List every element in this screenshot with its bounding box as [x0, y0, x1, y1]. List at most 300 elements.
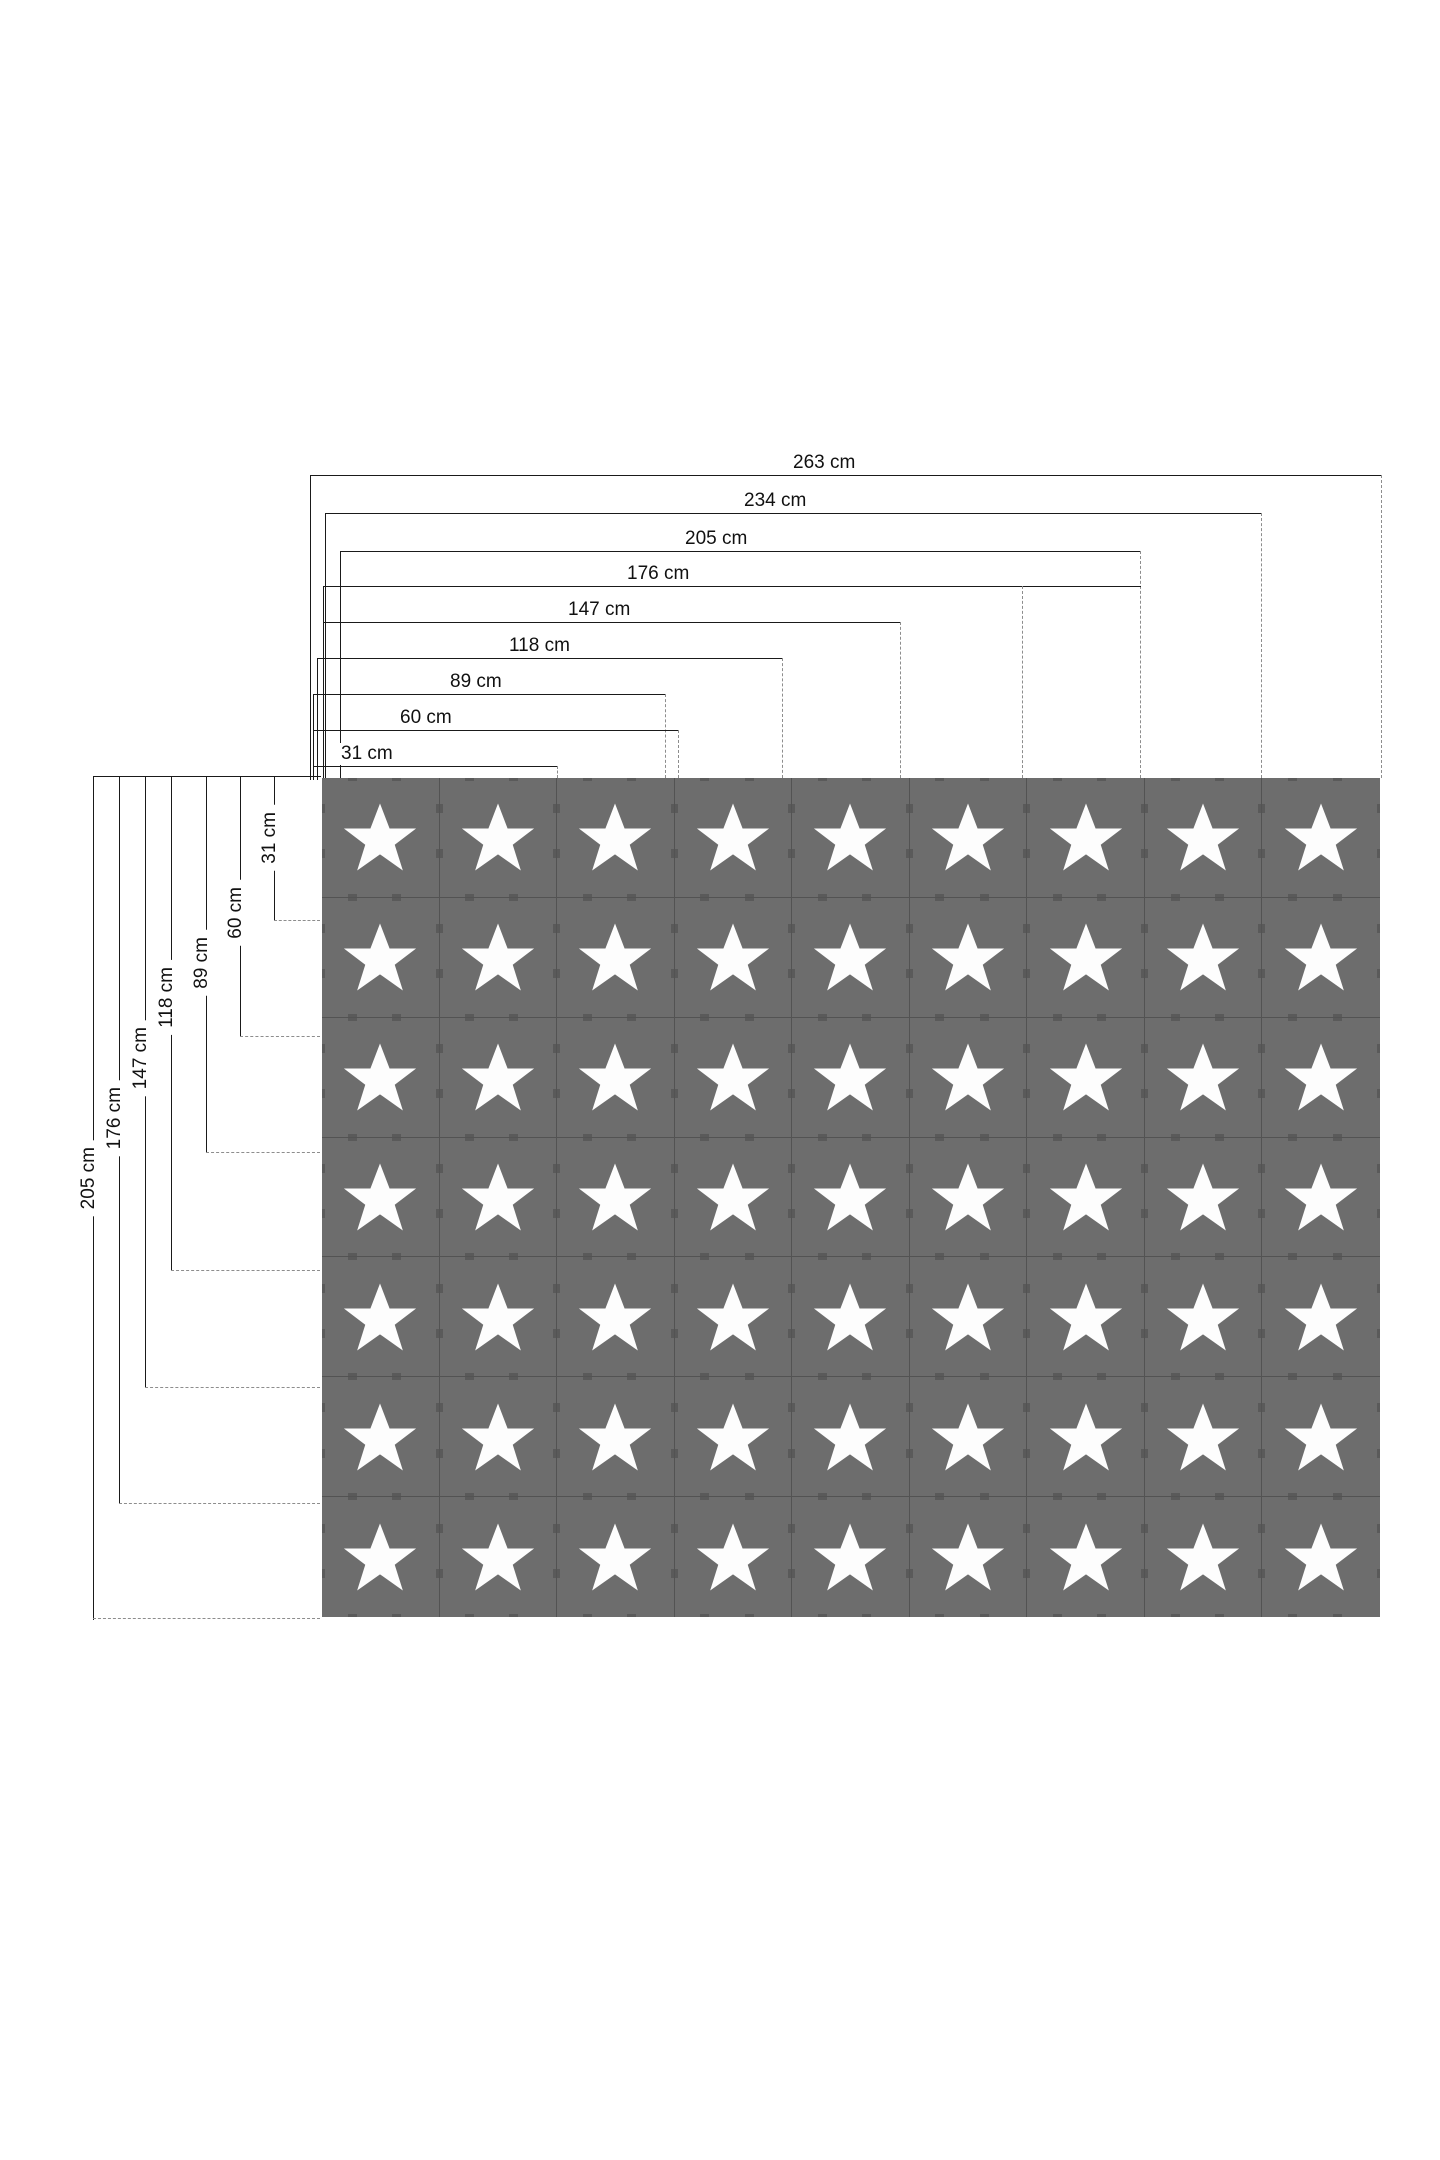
tile-interlock-nub [1145, 1329, 1148, 1338]
tile-interlock-nub [322, 1329, 325, 1338]
tile-interlock-nub [862, 1018, 871, 1021]
mat-tile [910, 778, 1028, 898]
tile-interlock-nub [910, 1209, 913, 1218]
mat-tile [1027, 898, 1145, 1018]
star-icon [343, 1522, 417, 1592]
tile-interlock-nub [792, 1164, 795, 1173]
mat-tile [1145, 1138, 1263, 1258]
star-icon [1049, 1162, 1123, 1232]
mat-tile [792, 1377, 910, 1497]
tile-interlock-nub [583, 1614, 592, 1617]
mat-tile [675, 1138, 793, 1258]
mat-tile [675, 778, 793, 898]
tile-interlock-nub [1053, 1018, 1062, 1021]
mat-tile [792, 898, 910, 1018]
tile-interlock-nub [792, 1524, 795, 1533]
mat-tile [910, 898, 1028, 1018]
tile-interlock-nub [1097, 778, 1106, 781]
tile-interlock-nub [910, 1524, 913, 1533]
tile-interlock-nub [509, 1377, 518, 1380]
tile-interlock-nub [557, 1209, 560, 1218]
tile-interlock-nub [1288, 1377, 1297, 1380]
tile-interlock-nub [1377, 1044, 1380, 1053]
star-icon [1166, 1042, 1240, 1112]
tile-interlock-nub [1027, 1329, 1030, 1338]
tile-interlock-nub [440, 804, 443, 813]
tile-interlock-nub [440, 849, 443, 858]
mat-tile [675, 1497, 793, 1617]
dim-label-v-147: 147 cm [130, 1020, 152, 1096]
tile-interlock-nub [1262, 924, 1265, 933]
dim-line-h-31 [313, 766, 558, 767]
tile-interlock-nub [440, 1164, 443, 1173]
tile-interlock-nub [1145, 1449, 1148, 1458]
tile-interlock-nub [627, 1377, 636, 1380]
mat-tile [1262, 1257, 1380, 1377]
mat-tile [792, 1257, 910, 1377]
mat-tile [557, 898, 675, 1018]
star-icon [461, 1402, 535, 1472]
tile-interlock-nub [980, 1497, 989, 1500]
tile-interlock-nub [322, 1044, 325, 1053]
tile-interlock-nub [322, 1284, 325, 1293]
tile-interlock-nub [557, 1044, 560, 1053]
tile-interlock-nub [1027, 1284, 1030, 1293]
star-icon [931, 1162, 1005, 1232]
tile-interlock-nub [792, 804, 795, 813]
tile-interlock-nub [745, 778, 754, 781]
star-icon [461, 922, 535, 992]
star-icon [813, 802, 887, 872]
tile-interlock-nub [557, 1524, 560, 1533]
mat-tile [440, 1497, 558, 1617]
tile-interlock-nub [1377, 804, 1380, 813]
tile-interlock-nub [557, 849, 560, 858]
tile-interlock-nub [465, 778, 474, 781]
tile-interlock-nub [862, 1257, 871, 1260]
tile-interlock-nub [792, 924, 795, 933]
tile-interlock-nub [1171, 1614, 1180, 1617]
tile-interlock-nub [1333, 1138, 1342, 1141]
star-icon [343, 802, 417, 872]
tile-interlock-nub [1053, 1257, 1062, 1260]
tile-interlock-nub [1171, 1377, 1180, 1380]
tile-interlock-nub [322, 924, 325, 933]
mat-tile [1027, 1138, 1145, 1258]
tile-interlock-nub [1215, 1018, 1224, 1021]
star-icon [931, 1522, 1005, 1592]
tile-interlock-nub [910, 1089, 913, 1098]
tile-interlock-nub [792, 849, 795, 858]
star-icon [578, 1162, 652, 1232]
star-icon [578, 1522, 652, 1592]
star-icon [1284, 1042, 1358, 1112]
tile-interlock-nub [1288, 1497, 1297, 1500]
tile-interlock-nub [792, 1403, 795, 1412]
star-icon [1284, 1282, 1358, 1352]
tile-interlock-nub [675, 1284, 678, 1293]
tile-interlock-nub [910, 924, 913, 933]
dim-label-v-176: 176 cm [104, 1080, 126, 1156]
tile-interlock-nub [675, 1449, 678, 1458]
tile-interlock-nub [1145, 1284, 1148, 1293]
dim-line-h-89 [313, 694, 666, 695]
tile-interlock-nub [792, 1284, 795, 1293]
tile-interlock-nub [1377, 1089, 1380, 1098]
tile-interlock-nub [1262, 969, 1265, 978]
star-icon [1166, 922, 1240, 992]
tile-interlock-nub [862, 1138, 871, 1141]
tile-interlock-nub [792, 1449, 795, 1458]
tile-interlock-nub [583, 1497, 592, 1500]
star-icon [343, 1282, 417, 1352]
star-icon [1049, 1522, 1123, 1592]
star-icon [696, 1162, 770, 1232]
tile-interlock-nub [792, 1089, 795, 1098]
tile-interlock-nub [745, 1497, 754, 1500]
tile-interlock-nub [935, 1138, 944, 1141]
tile-interlock-nub [1171, 898, 1180, 901]
dim-line-h-147 [323, 622, 901, 623]
tile-interlock-nub [557, 1329, 560, 1338]
tile-interlock-nub [1053, 1138, 1062, 1141]
tile-interlock-nub [1377, 1209, 1380, 1218]
star-icon [813, 1282, 887, 1352]
tile-interlock-nub [745, 1257, 754, 1260]
mat-tile [1145, 898, 1263, 1018]
dim-label-h-176: 176 cm [620, 563, 696, 585]
dim-label-h-31: 31 cm [334, 743, 400, 765]
tile-interlock-nub [1288, 1614, 1297, 1617]
tile-interlock-nub [1097, 1497, 1106, 1500]
dim-tick-h-118-left [317, 658, 318, 780]
tile-interlock-nub [509, 1497, 518, 1500]
star-icon [1284, 1162, 1358, 1232]
tile-interlock-nub [1145, 1569, 1148, 1578]
tile-interlock-nub [675, 1089, 678, 1098]
tile-interlock-nub [440, 969, 443, 978]
tile-interlock-nub [1053, 1497, 1062, 1500]
dim-line-h-118 [317, 658, 783, 659]
tile-interlock-nub [980, 1138, 989, 1141]
tile-interlock-nub [1027, 1569, 1030, 1578]
tile-interlock-nub [583, 1377, 592, 1380]
tile-interlock-nub [745, 898, 754, 901]
dim-guide-v-31-bottom [274, 920, 320, 921]
tile-interlock-nub [509, 1257, 518, 1260]
tile-interlock-nub [1333, 898, 1342, 901]
tile-interlock-nub [910, 804, 913, 813]
mat-tile [1262, 1497, 1380, 1617]
star-icon [1166, 1522, 1240, 1592]
tile-interlock-nub [980, 1614, 989, 1617]
tile-interlock-nub [910, 1569, 913, 1578]
mat-tile [322, 898, 440, 1018]
mat-tile [1145, 1257, 1263, 1377]
tile-interlock-nub [1145, 1089, 1148, 1098]
tile-interlock-nub [1215, 1257, 1224, 1260]
tile-interlock-nub [700, 1497, 709, 1500]
tile-interlock-nub [1027, 969, 1030, 978]
mat-tile [557, 1377, 675, 1497]
tile-interlock-nub [1333, 1497, 1342, 1500]
dim-label-h-118: 118 cm [502, 635, 577, 657]
star-icon [1284, 922, 1358, 992]
mat-tile [557, 1497, 675, 1617]
tile-interlock-nub [818, 778, 827, 781]
tile-interlock-nub [440, 1329, 443, 1338]
tile-interlock-nub [1262, 1164, 1265, 1173]
tile-interlock-nub [980, 778, 989, 781]
dim-label-v-60: 60 cm [225, 880, 247, 946]
mat-tile [1145, 1497, 1263, 1617]
tile-interlock-nub [1262, 804, 1265, 813]
tile-interlock-nub [1145, 1524, 1148, 1533]
tile-interlock-nub [910, 849, 913, 858]
tile-interlock-nub [675, 1044, 678, 1053]
tile-interlock-nub [440, 1403, 443, 1412]
tile-interlock-nub [1215, 1614, 1224, 1617]
tile-interlock-nub [465, 1497, 474, 1500]
tile-interlock-nub [392, 1018, 401, 1021]
tile-interlock-nub [1215, 1138, 1224, 1141]
tile-interlock-nub [1288, 1138, 1297, 1141]
tile-interlock-nub [557, 969, 560, 978]
tile-interlock-nub [935, 1018, 944, 1021]
dim-guide-h-263-right [1381, 475, 1382, 778]
tile-interlock-nub [1377, 1164, 1380, 1173]
tile-interlock-nub [557, 804, 560, 813]
tile-interlock-nub [818, 1614, 827, 1617]
tile-interlock-nub [675, 1164, 678, 1173]
star-icon [696, 1402, 770, 1472]
tile-interlock-nub [1377, 1329, 1380, 1338]
tile-interlock-nub [935, 1377, 944, 1380]
tile-interlock-nub [322, 1403, 325, 1412]
tile-interlock-nub [440, 1284, 443, 1293]
tile-interlock-nub [1145, 1403, 1148, 1412]
tile-interlock-nub [557, 1284, 560, 1293]
tile-interlock-nub [1027, 1164, 1030, 1173]
tile-interlock-nub [1333, 1018, 1342, 1021]
star-icon [461, 1042, 535, 1112]
tile-interlock-nub [322, 1524, 325, 1533]
star-icon [813, 1162, 887, 1232]
mat-tile [675, 1257, 793, 1377]
star-icon [1049, 1402, 1123, 1472]
star-icon [813, 1402, 887, 1472]
tile-interlock-nub [583, 1257, 592, 1260]
tile-interlock-nub [440, 924, 443, 933]
mat-tile [910, 1497, 1028, 1617]
star-icon [696, 1042, 770, 1112]
tile-interlock-nub [1171, 1497, 1180, 1500]
tile-interlock-nub [348, 1257, 357, 1260]
dim-guide-h-60-right [678, 730, 679, 778]
mat-tile [1145, 1018, 1263, 1138]
tile-interlock-nub [322, 969, 325, 978]
tile-interlock-nub [675, 1524, 678, 1533]
star-icon [578, 1402, 652, 1472]
tile-interlock-nub [700, 778, 709, 781]
dim-label-v-31: 31 cm [259, 805, 281, 871]
tile-interlock-nub [322, 1569, 325, 1578]
tile-interlock-nub [818, 1257, 827, 1260]
tile-interlock-nub [557, 1449, 560, 1458]
mat-tile [910, 1377, 1028, 1497]
star-icon [461, 1282, 535, 1352]
tile-interlock-nub [1262, 1284, 1265, 1293]
tile-interlock-nub [1262, 1524, 1265, 1533]
tile-interlock-nub [862, 1377, 871, 1380]
tile-interlock-nub [627, 898, 636, 901]
tile-interlock-nub [583, 1018, 592, 1021]
tile-interlock-nub [583, 898, 592, 901]
tile-interlock-nub [1171, 778, 1180, 781]
tile-interlock-nub [700, 1377, 709, 1380]
mat-tile [1027, 1018, 1145, 1138]
tile-interlock-nub [862, 1614, 871, 1617]
tile-interlock-nub [557, 1089, 560, 1098]
tile-interlock-nub [1377, 1403, 1380, 1412]
tile-interlock-nub [675, 1569, 678, 1578]
tile-interlock-nub [348, 778, 357, 781]
tile-interlock-nub [1215, 778, 1224, 781]
tile-interlock-nub [1288, 898, 1297, 901]
tile-interlock-nub [348, 1614, 357, 1617]
tile-interlock-nub [348, 1018, 357, 1021]
tile-interlock-nub [675, 1329, 678, 1338]
tile-interlock-nub [675, 924, 678, 933]
mat-tile [792, 1018, 910, 1138]
tile-interlock-nub [1333, 1257, 1342, 1260]
mat-tile [557, 1138, 675, 1258]
tile-interlock-nub [440, 1209, 443, 1218]
tile-interlock-nub [392, 778, 401, 781]
tile-interlock-nub [627, 1018, 636, 1021]
star-icon [931, 802, 1005, 872]
mat-tile [1145, 778, 1263, 898]
tile-interlock-nub [1027, 1044, 1030, 1053]
tile-interlock-nub [675, 1403, 678, 1412]
tile-interlock-nub [1377, 1284, 1380, 1293]
tile-interlock-nub [1262, 849, 1265, 858]
mat-tile [322, 1257, 440, 1377]
tile-interlock-nub [1333, 1377, 1342, 1380]
dim-label-h-234: 234 cm [737, 490, 813, 512]
tile-interlock-nub [910, 1044, 913, 1053]
tile-interlock-nub [675, 969, 678, 978]
tile-interlock-nub [392, 1614, 401, 1617]
star-icon [1166, 1402, 1240, 1472]
tile-interlock-nub [627, 1497, 636, 1500]
tile-interlock-nub [792, 1044, 795, 1053]
tile-interlock-nub [392, 1377, 401, 1380]
tile-interlock-nub [322, 1449, 325, 1458]
tile-interlock-nub [1171, 1257, 1180, 1260]
mat-tile [322, 1138, 440, 1258]
star-icon [696, 802, 770, 872]
star-icon [696, 1282, 770, 1352]
tile-interlock-nub [1262, 1449, 1265, 1458]
tile-interlock-nub [818, 898, 827, 901]
mat-tile [322, 1497, 440, 1617]
tile-interlock-nub [348, 1377, 357, 1380]
tile-interlock-nub [509, 1018, 518, 1021]
tile-interlock-nub [1377, 1449, 1380, 1458]
tile-interlock-nub [1097, 1018, 1106, 1021]
mat-tile [1262, 778, 1380, 898]
tile-interlock-nub [745, 1377, 754, 1380]
star-icon [343, 1402, 417, 1472]
dim-label-h-89: 89 cm [443, 671, 509, 693]
tile-interlock-nub [700, 1138, 709, 1141]
star-icon [931, 1282, 1005, 1352]
dim-line-h-263 [310, 475, 1382, 476]
star-icon [931, 922, 1005, 992]
tile-interlock-nub [557, 1164, 560, 1173]
tile-interlock-nub [1097, 898, 1106, 901]
mat-tile [557, 778, 675, 898]
tile-interlock-nub [627, 1257, 636, 1260]
tile-interlock-nub [700, 898, 709, 901]
tile-interlock-nub [1027, 1209, 1030, 1218]
dim-guide-h-234-right [1261, 513, 1262, 778]
tile-interlock-nub [1262, 1209, 1265, 1218]
tile-interlock-nub [627, 1138, 636, 1141]
tile-interlock-nub [465, 1018, 474, 1021]
tile-interlock-nub [1053, 1377, 1062, 1380]
dim-guide-v-60-bottom [240, 1036, 320, 1037]
dim-guide-h-147-right [900, 622, 901, 778]
tile-interlock-nub [1377, 849, 1380, 858]
mat-tile [792, 1138, 910, 1258]
dim-guide-h-176-right [1022, 586, 1023, 778]
tile-interlock-nub [1053, 898, 1062, 901]
tile-interlock-nub [700, 1018, 709, 1021]
mat-tile [440, 898, 558, 1018]
dim-guide-v-176-bottom [119, 1503, 320, 1504]
mat-tile [440, 1138, 558, 1258]
tile-interlock-nub [1262, 1089, 1265, 1098]
tile-interlock-nub [1215, 1377, 1224, 1380]
tile-interlock-nub [627, 778, 636, 781]
tile-interlock-nub [980, 1018, 989, 1021]
tile-interlock-nub [583, 1138, 592, 1141]
dim-line-h-205 [340, 551, 1141, 552]
tile-interlock-nub [675, 1209, 678, 1218]
dim-tick-h-234-left [325, 513, 326, 780]
dim-tick-h-263-left [310, 475, 311, 780]
tile-interlock-nub [745, 1138, 754, 1141]
tile-interlock-nub [1333, 778, 1342, 781]
star-icon [696, 1522, 770, 1592]
mat-tile [1027, 1257, 1145, 1377]
mat-tile [322, 1018, 440, 1138]
mat-tile [322, 778, 440, 898]
dim-label-v-205: 205 cm [78, 1140, 100, 1216]
tile-interlock-nub [745, 1018, 754, 1021]
tile-interlock-nub [862, 898, 871, 901]
tile-interlock-nub [935, 898, 944, 901]
mat-tile [675, 898, 793, 1018]
tile-interlock-nub [1145, 1164, 1148, 1173]
tile-interlock-nub [509, 898, 518, 901]
dim-line-h-234 [325, 513, 1262, 514]
mat-tile [1145, 1377, 1263, 1497]
tile-interlock-nub [1171, 1018, 1180, 1021]
tile-interlock-nub [392, 1497, 401, 1500]
